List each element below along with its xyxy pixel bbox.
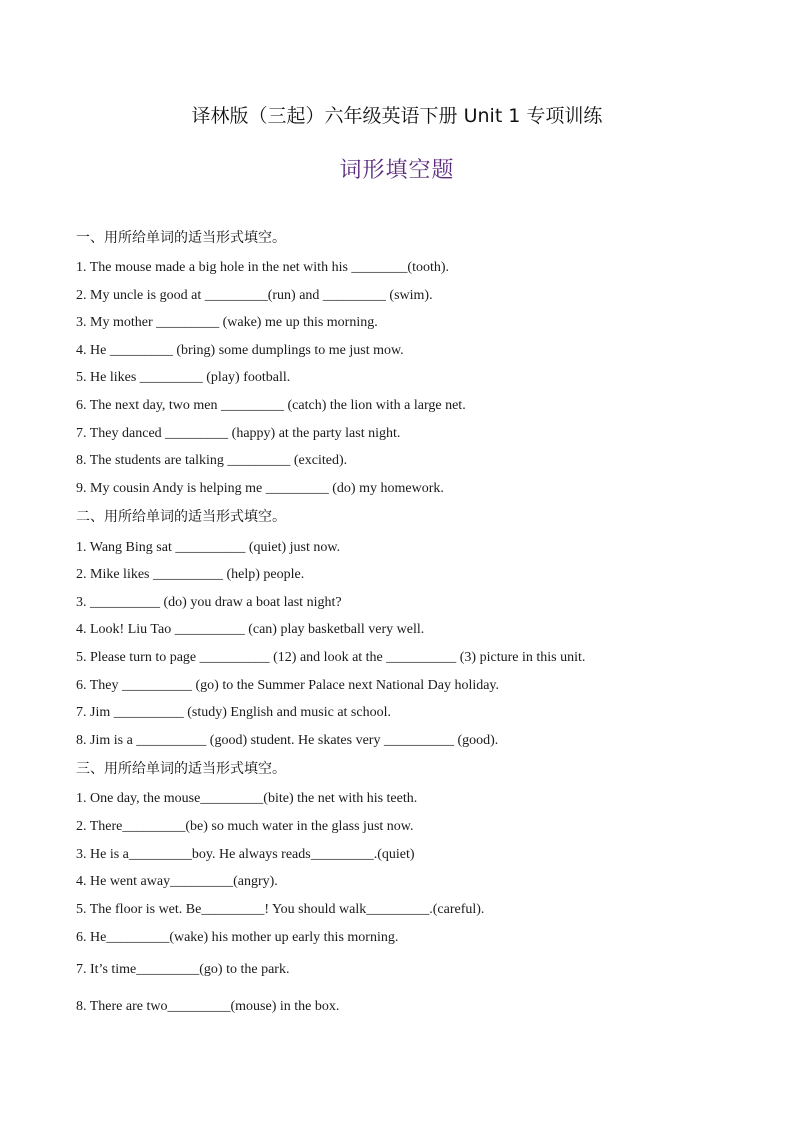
exercise-line: 8. There are two_________(mouse) in the box. xyxy=(76,999,340,1014)
exercise-line: 1. Wang Bing sat __________ (quiet) just now. xyxy=(76,540,341,555)
exercise-line: 7. Jim __________ (study) English and music at school. xyxy=(76,705,391,720)
exercise-line: 3. __________ (do) you draw a boat last night? xyxy=(76,595,342,610)
exercise-line: 6. The next day, two men _________ (catch) the lion with a large net. xyxy=(76,398,466,413)
exercise-line: 8. The students are talking _________ (excited). xyxy=(76,453,348,468)
exercise-line: 1. One day, the mouse_________(bite) the net with his teeth. xyxy=(76,791,418,806)
exercise-line: 3. He is a_________boy. He always reads_________.(quiet) xyxy=(76,847,415,862)
exercise-line: 2. There_________(be) so much water in the glass just now. xyxy=(76,819,414,834)
exercise-line: 6. They __________ (go) to the Summer Palace next National Day holiday. xyxy=(76,678,500,693)
exercise-line: 2. Mike likes __________ (help) people. xyxy=(76,567,305,582)
exercise-line: 5. He likes _________ (play) football. xyxy=(76,370,291,385)
page-title: 译林版（三起）六年级英语下册 Unit 1 专项训练 xyxy=(191,105,603,127)
exercise-line: 1. The mouse made a big hole in the net with his ________(tooth). xyxy=(76,260,450,275)
exercise-line: 4. He went away_________(angry). xyxy=(76,874,278,889)
exercise-line: 3. My mother _________ (wake) me up this morning. xyxy=(76,315,378,330)
page-subtitle: 词形填空题 xyxy=(339,158,455,183)
section-3-heading: 三、用所给单词的适当形式填空。 xyxy=(76,761,286,777)
exercise-line: 7. It’s time_________(go) to the park. xyxy=(76,962,290,977)
section-2-heading: 二、用所给单词的适当形式填空。 xyxy=(76,509,286,525)
exercise-line: 4. Look! Liu Tao __________ (can) play basketball very well. xyxy=(76,622,425,637)
exercise-line: 5. Please turn to page __________ (12) and look at the __________ (3) picture in this unit. xyxy=(76,650,586,665)
exercise-line: 5. The floor is wet. Be_________! You should walk_________.(careful). xyxy=(76,902,485,917)
section-1-heading: 一、用所给单词的适当形式填空。 xyxy=(76,230,286,246)
exercise-line: 8. Jim is a __________ (good) student. He skates very __________ (good). xyxy=(76,733,499,748)
exercise-line: 4. He _________ (bring) some dumplings to me just mow. xyxy=(76,343,404,358)
exercise-line: 6. He_________(wake) his mother up early this morning. xyxy=(76,930,399,945)
exercise-line: 2. My uncle is good at _________(run) and _________ (swim). xyxy=(76,288,433,303)
exercise-line: 7. They danced _________ (happy) at the party last night. xyxy=(76,426,401,441)
exercise-line: 9. My cousin Andy is helping me _________ (do) my homework. xyxy=(76,481,444,496)
